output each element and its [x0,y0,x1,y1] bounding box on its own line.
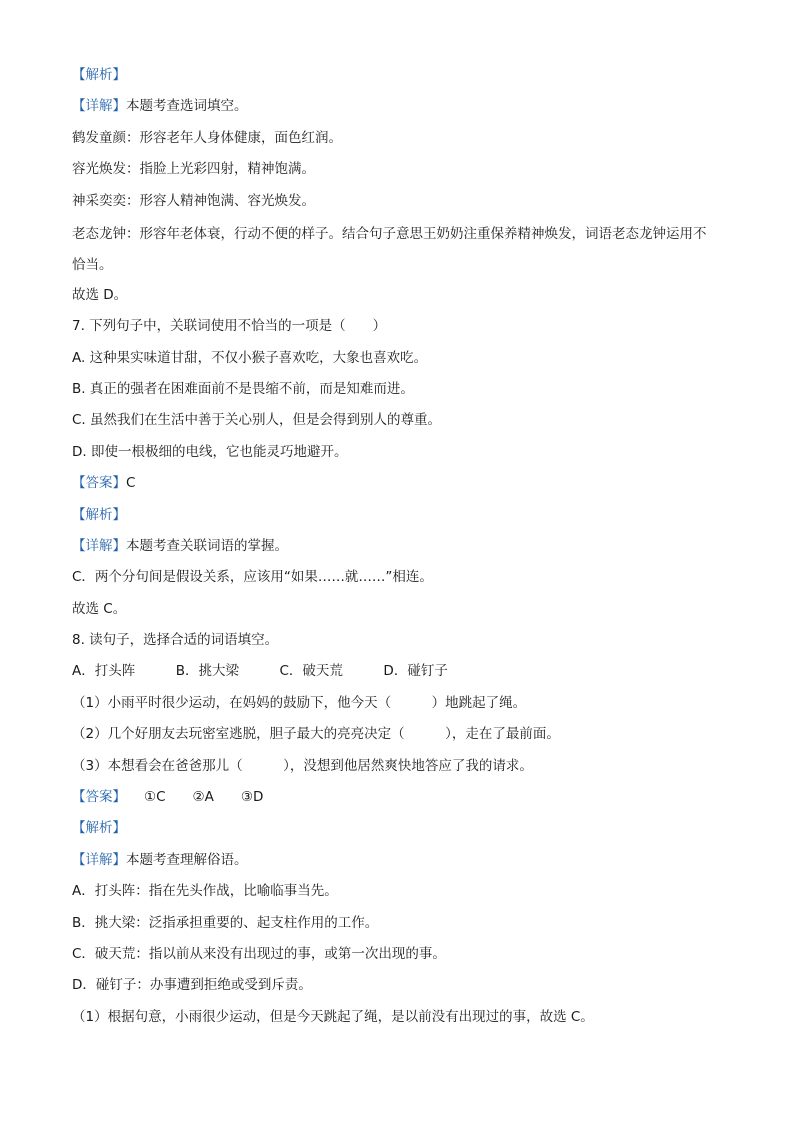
option-text: C. 虽然我们在生活中善于关心别人，但是会得到别人的尊重。 [72,412,442,429]
analysis-heading [72,815,732,846]
analysis-heading [72,62,732,93]
question-7-title [72,313,732,344]
idiom-definition [72,972,732,1003]
definition-text: 神采奕奕：形容人精神饱满、容光焕发。 [72,192,315,209]
sub-question-text: （1）小雨平时很少运动，在妈妈的鼓励下，他今天（ ）地跳起了绳。 [72,694,527,711]
idiom-definition [72,878,732,909]
answer-choice-text: 故选 C。 [72,600,127,617]
question-text: 8. 读句子，选择合适的词语填空。 [72,632,279,649]
explanation-text: 本题考查关联词语的掌握。 [126,537,288,554]
explanation-detail [72,564,732,595]
question-8-title [72,627,732,658]
analysis-heading [72,502,732,533]
sub-question-2 [72,721,732,752]
idiom-definition-text: A．打头阵：指在先头作战，比喻临事当先。 [72,883,338,900]
definition-line [72,156,732,187]
sub-question-1 [72,690,732,721]
definition-text: 容光焕发：指脸上光彩四射，精神饱满。 [72,161,315,178]
definition-line [72,219,718,282]
explanation-text: 本题考查选词填空。 [126,98,248,115]
answer-choice-text: 故选 D。 [72,286,128,303]
document-body [72,62,732,1035]
explanation-detail-text: C．两个分句间是假设关系，应该用“如果……就……”相连。 [72,569,433,586]
option-a [72,345,732,376]
answer-value: ①C ②A ③D [144,789,264,806]
reasoning-line [72,1004,732,1035]
answer-line [72,470,732,501]
explanation-tag: 【详解】 [72,851,126,868]
explanation-text: 本题考查理解俗语。 [126,851,248,868]
explanation-tag: 【详解】 [72,537,126,554]
idiom-definition [72,910,732,941]
option-d [72,439,732,470]
definition-text: 老态龙钟：形容年老体衰，行动不便的样子。结合句子意思王奶奶注重保养精神焕发，词语老态龙钟运用不恰当。 [72,225,707,274]
option-text: A. 这种果实味道甘甜，不仅小猴子喜欢吃，大象也喜欢吃。 [72,349,428,366]
idiom-definition-text: C．破天荒：指以前从来没有出现过的事，或第一次出现的事。 [72,945,446,962]
option-b [72,376,732,407]
reasoning-text: （1）根据句意，小雨很少运动，但是今天跳起了绳，是以前没有出现过的事，故选 C。 [72,1008,594,1025]
definition-text: 鹤发童颜：形容老年人身体健康，面色红润。 [72,129,342,146]
analysis-tag: 【解析】 [72,67,126,83]
sub-question-text: （2）几个好朋友去玩密室逃脱，胆子最大的亮亮决定（ ），走在了最前面。 [72,726,560,743]
word-options [72,658,732,689]
analysis-tag: 【解析】 [72,820,126,837]
question-text: 7. 下列句子中，关联词使用不恰当的一项是（ ） [72,318,387,335]
option-c [72,407,732,438]
definition-line [72,188,732,219]
explanation-tag: 【详解】 [72,98,126,115]
answer-choice-line [72,282,732,313]
answer-tag: 【答案】 [72,475,126,492]
answer-value: C [126,475,136,492]
answer-tag: 【答案】 [72,789,126,806]
option-text: B. 真正的强者在困难面前不是畏缩不前，而是知难而进。 [72,380,414,397]
answer-line [72,784,732,815]
analysis-tag: 【解析】 [72,506,126,523]
definition-line [72,125,732,156]
idiom-definition-text: D．碰钉子：办事遭到拒绝或受到斥责。 [72,977,312,994]
option-text: D. 即使一根极细的电线，它也能灵巧地避开。 [72,443,348,460]
explanation-line [72,533,732,564]
answer-choice-line [72,596,732,627]
sub-question-3 [72,753,732,784]
idiom-definition [72,941,732,972]
sub-question-text: （3）本想看会在爸爸那儿（ ），没想到他居然爽快地答应了我的请求。 [72,757,533,774]
explanation-line [72,847,732,878]
word-options-text: A．打头阵 B．挑大梁 C．破天荒 D．碰钉子 [72,663,448,680]
idiom-definition-text: B．挑大梁：泛指承担重要的、起支柱作用的工作。 [72,914,379,931]
explanation-line [72,93,732,124]
